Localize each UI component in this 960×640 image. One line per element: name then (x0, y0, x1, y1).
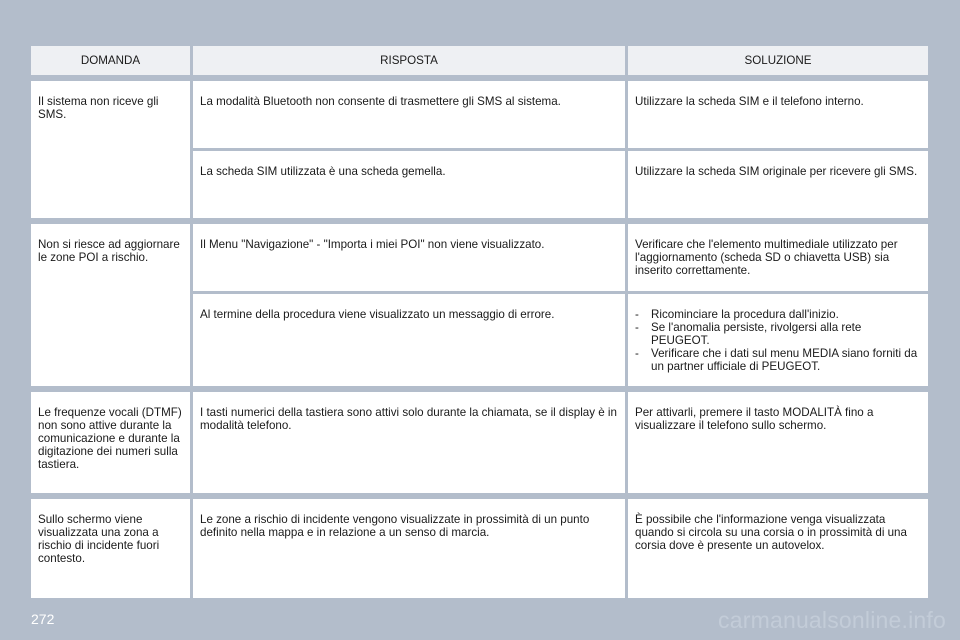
solution-cell: Utilizzare la scheda SIM e il telefono interno. (628, 81, 928, 148)
list-item: - Verificare che i dati sul menu MEDIA siano forniti da un partner ufficiale di PEUGEOT. (635, 347, 920, 373)
table-row (31, 499, 928, 598)
solution-cell: È possibile che l'informazione venga visualizzata quando si circola su una corsia o in prossimità di una corsia dove è presente un autovelox. (628, 499, 928, 598)
question-cell: Sullo schermo viene visualizzata una zona a rischio di incidente fuori contesto. (31, 499, 190, 598)
table-row (31, 392, 928, 493)
answer-cell: La scheda SIM utilizzata è una scheda gemella. (193, 151, 625, 218)
watermark: carmanualsonline.info (718, 607, 946, 633)
list-item: - Ricominciare la procedura dall'inizio. (635, 308, 920, 321)
question-cell: Le frequenze vocali (DTMF) non sono attive durante la comunicazione e durante la digitazione dei numeri sulla tastiera. (31, 392, 190, 493)
answer-cell: La modalità Bluetooth non consente di trasmettere gli SMS al sistema. (193, 81, 625, 148)
table-row (31, 224, 928, 386)
answer-cell: Il Menu "Navigazione" - "Importa i miei POI" non viene visualizzato. (193, 224, 625, 291)
header-answer: RISPOSTA (193, 46, 625, 75)
solution-cell: Per attivarli, premere il tasto MODALITÀ fino a visualizzare il telefono sullo schermo. (628, 392, 928, 493)
answer-cell: I tasti numerici della tastiera sono attivi solo durante la chiamata, se il display è in modalità telefono. (193, 392, 625, 493)
answer-cell: Le zone a rischio di incidente vengono visualizzate in prossimità di un punto definito nella mappa e in relazione a un senso di marcia. (193, 499, 625, 598)
question-cell: Non si riesce ad aggiornare le zone POI a rischio. (31, 224, 190, 386)
header-solution: SOLUZIONE (628, 46, 928, 75)
page-number: 272 (31, 611, 55, 627)
solution-list (635, 308, 920, 373)
troubleshooting-table (31, 46, 928, 598)
list-item: - Se l'anomalia persiste, rivolgersi alla rete PEUGEOT. (635, 321, 920, 347)
solution-cell: Utilizzare la scheda SIM originale per ricevere gli SMS. (628, 151, 928, 218)
question-cell: Il sistema non riceve gli SMS. (31, 81, 190, 218)
header-question: DOMANDA (31, 46, 190, 75)
table-row (31, 81, 928, 218)
solution-cell (628, 294, 928, 386)
table-header (31, 46, 928, 75)
solution-cell: Verificare che l'elemento multimediale utilizzato per l'aggiornamento (scheda SD o chiavetta USB) sia inserito correttamente. (628, 224, 928, 291)
answer-cell: Al termine della procedura viene visualizzato un messaggio di errore. (193, 294, 625, 386)
